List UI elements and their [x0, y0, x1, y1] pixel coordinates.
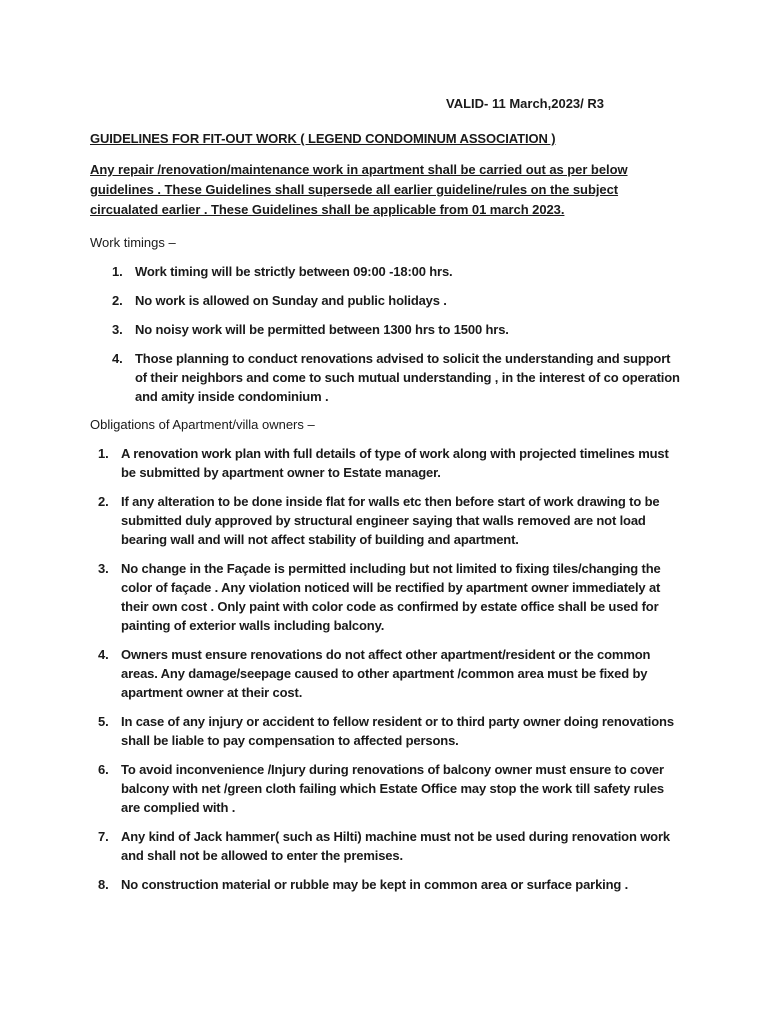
list-item — [90, 291, 680, 310]
list-item-number: 5. — [98, 714, 109, 729]
list-item-text: Work timing will be strictly between 09:00 -18:00 hrs. — [135, 264, 453, 279]
list-item — [90, 492, 680, 549]
list-item-number: 2. — [98, 494, 109, 509]
list-item-number: 1. — [98, 446, 109, 461]
list-item-text: Any kind of Jack hammer( such as Hilti) machine must not be used during renovation work and shall not be allowed to enter the premises. — [121, 829, 670, 863]
list-item-text: No work is allowed on Sunday and public holidays . — [135, 293, 447, 308]
list-item — [90, 444, 680, 482]
work-timings-list — [90, 262, 680, 406]
list-item-number: 2. — [112, 293, 123, 308]
list-item-number: 3. — [112, 322, 123, 337]
list-item-text: In case of any injury or accident to fellow resident or to third party owner doing renovations shall be liable to pay compensation to affected persons. — [121, 714, 674, 748]
list-item — [90, 760, 680, 817]
list-item — [90, 645, 680, 702]
list-item-number: 6. — [98, 762, 109, 777]
list-item-text: Owners must ensure renovations do not affect other apartment/resident or the common areas. Any damage/seepage caused to other apartment /common area must be fixed by apartment owner at their cost. — [121, 647, 651, 700]
list-item-number: 4. — [112, 351, 123, 366]
list-item-number: 1. — [112, 264, 123, 279]
list-item — [90, 349, 680, 406]
list-item-text: To avoid inconvenience /Injury during renovations of balcony owner must ensure to cover balcony with net /green cloth failing which Estate Office may stop the work till safety rules are complied with . — [121, 762, 665, 815]
list-item — [90, 559, 680, 635]
list-item-number: 4. — [98, 647, 109, 662]
list-item-text: No construction material or rubble may be kept in common area or surface parking . — [121, 877, 629, 892]
obligations-heading: Obligations of Apartment/villa owners – — [90, 417, 315, 432]
obligations-list — [90, 444, 680, 894]
list-item-text: A renovation work plan with full details of type of work along with projected timelines must be submitted by apartment owner to Estate manager. — [121, 446, 669, 480]
list-item-text: If any alteration to be done inside flat for walls etc then before start of work drawing to be submitted duly approved by structural engineer saying that walls removed are not load bearing wall and will not affect stability of building and apartment. — [121, 494, 660, 547]
validity-line: VALID- 11 March,2023/ R3 — [446, 96, 604, 111]
list-item — [90, 712, 680, 750]
list-item — [90, 875, 680, 894]
list-item-text: No noisy work will be permitted between 1300 hrs to 1500 hrs. — [135, 322, 509, 337]
list-item-text: No change in the Façade is permitted including but not limited to fixing tiles/changing the color of façade . Any violation noticed will be rectified by apartment owner immediately at their own cost . Only paint with color code as confirmed by estate office shall be used for painting of exterior walls including balcony. — [121, 561, 661, 633]
list-item — [90, 262, 680, 281]
list-item-number: 8. — [98, 877, 109, 892]
intro-paragraph: Any repair /renovation/maintenance work in apartment shall be carried out as per below guidelines . These Guidelines shall supersede all earlier guideline/rules on the subject circualated earlier . These Guidelines shall be applicable from 01 march 2023. — [90, 162, 628, 217]
list-item-number: 3. — [98, 561, 109, 576]
document-title: GUIDELINES FOR FIT-OUT WORK ( LEGEND CONDOMINUM ASSOCIATION ) — [90, 131, 556, 146]
list-item — [90, 827, 680, 865]
work-timings-heading: Work timings – — [90, 235, 176, 250]
list-item-number: 7. — [98, 829, 109, 844]
list-item-text: Those planning to conduct renovations advised to solicit the understanding and support of their neighbors and come to such mutual understanding , in the interest of co operation and amity inside condominium . — [135, 351, 680, 404]
list-item — [90, 320, 680, 339]
